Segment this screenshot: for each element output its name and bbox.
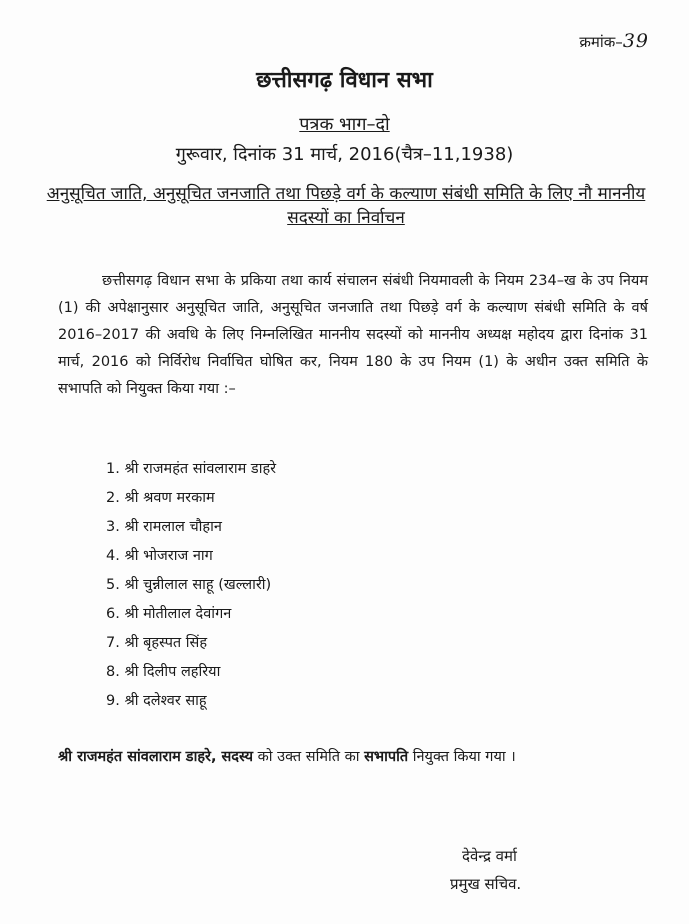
notice-heading: अनुसूचित जाति, अनुसूचित जनजाति तथा पिछड़े वर्ग के कल्याण संबंधी समिति के लिए नौ माननीय सदस्यों का निर्वाचन [46, 184, 646, 228]
bulletin-part-text: पत्रक भाग–दो [299, 114, 390, 135]
notice-body: छत्तीसगढ़ विधान सभा के प्रकिया तथा कार्य संचालन संबंधी नियमावली के नियम 234–ख के उप नियम (1) की अपेक्षानुसार अनुसूचित जाति, अनुसूचित जनजाति तथा पिछड़े वर्ग के कल्याण संबंधी समिति के वर्ष 2016–2017 की अवधि के लिए निम्नलिखित माननीय सदस्यों को माननीय अध्यक्ष महोदय द्वारा दिनांक 31 मार्च, 2016 को निर्विरोध निर्वाचित घोषित कर, नियम 180 के उप नियम (1) के अधीन उक्त समिति के सभापति को नियुक्त किया गया :– [58, 273, 648, 397]
member-item: 5. श्री चुन्नीलाल साहू (खल्लारी) [106, 577, 272, 593]
member-item: 2. श्री श्रवण मरकाम [106, 490, 215, 506]
member-item: 9. श्री दलेश्वर साहू [106, 693, 207, 709]
closing-statement [58, 744, 648, 771]
closing-middle-text: को उक्त समिति का [253, 749, 365, 765]
dateline: गुरूवार, दिनांक 31 मार्च, 2016(चैत्र–11,1938) [175, 144, 514, 165]
member-item: 4. श्री भोजराज नाग [106, 548, 213, 564]
member-item: 3. श्री रामलाल चौहान [106, 519, 222, 535]
serial-number [579, 30, 649, 52]
serial-value: 39 [622, 30, 649, 52]
member-item: 8. श्री दिलीप लहरिया [106, 664, 221, 680]
member-item: 6. श्री मोतीलाल देवांगन [106, 606, 232, 622]
bulletin-part [0, 112, 689, 136]
chairperson-name: श्री राजमहंत सांवलाराम डाहरे, सदस्य [58, 749, 254, 765]
closing-end-text: नियुक्त किया गया । [408, 749, 516, 765]
signatory-name: देवेन्द्र वर्मा [462, 847, 517, 865]
signature-block [450, 842, 521, 898]
member-list [106, 455, 276, 716]
serial-label: क्रमांक– [579, 33, 623, 51]
assembly-title: छत्तीसगढ़ विधान सभा [256, 68, 433, 93]
chairperson-role: सभापति [364, 749, 409, 765]
signatory-designation: प्रमुख सचिव. [450, 875, 522, 893]
member-item: 1. श्री राजमहंत सांवलाराम डाहरे [106, 461, 277, 477]
member-item: 7. श्री बृहस्पत सिंह [106, 635, 208, 651]
